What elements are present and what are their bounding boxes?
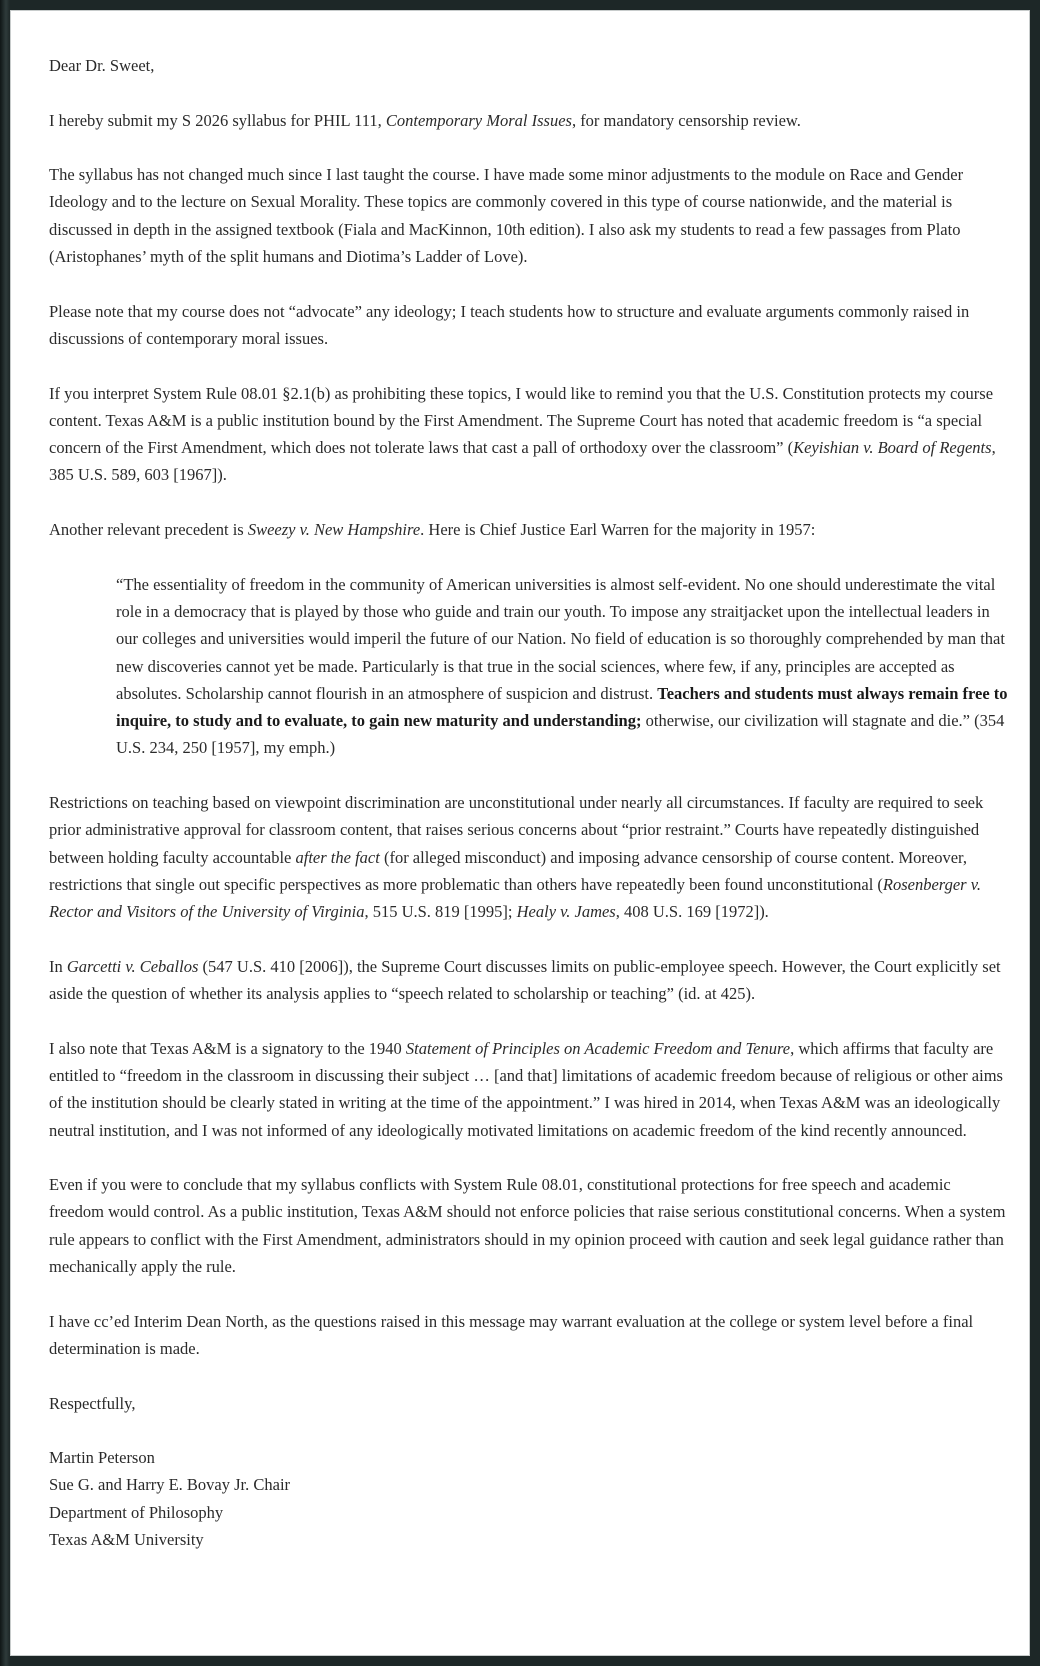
paragraph-conclusion: Even if you were to conclude that my syllabus conflicts with System Rule 08.01, constitutional protections for free speech and academic freedom would control. As a public institution, Texas A&M should not enforce policies that raise serious constitutional concerns. When a system rule appears to conflict with the First Amendment, administrators should in my opinion proceed with caution and seek legal guidance rather than mechanically apply the rule. xyxy=(49,1175,1006,1277)
paragraph-garcetti xyxy=(49,953,1009,1008)
text: , which affirms that faculty are entitled to “freedom in the classroom in discussing their subject … [and that] limitations of academic freedom because of religious or other aims of the institution should be clearly stated in writing at the time of the appointment.” I was hired in 2014, when Texas A&M was an ideologically neutral institution, and I was not informed of any ideologically motivated limitations on academic freedom of the kind recently announced. xyxy=(49,1038,1003,1140)
case-citation: Healy v. James xyxy=(516,902,616,922)
text: (for alleged misconduct) and imposing advance censorship of course content. Moreover, restrictions that single out specific perspectives as more problematic than others have repeatedly been found unconstitutional ( xyxy=(49,847,968,894)
text: , 515 U.S. 819 [1995]; xyxy=(364,902,517,922)
signature-block xyxy=(49,1444,1009,1553)
block-quote xyxy=(116,571,1009,762)
salutation: Dear Dr. Sweet, xyxy=(49,56,155,75)
signature-institution: Texas A&M University xyxy=(49,1530,204,1550)
paragraph-cc: I have cc’ed Interim Dean North, as the questions raised in this message may warrant evaluation at the college or system level before a final determination is made. xyxy=(49,1311,974,1358)
paragraph-viewpoint-discrimination xyxy=(49,789,1009,925)
text: , 385 U.S. 589, 603 [1967]). xyxy=(49,438,996,485)
signature-department: Department of Philosophy xyxy=(49,1502,224,1522)
letter-page xyxy=(10,10,1030,1656)
course-title: Contemporary Moral Issues xyxy=(385,110,572,130)
paragraph-no-advocacy: Please note that my course does not “advocate” any ideology; I teach students how to structure and evaluate arguments commonly raised in discussions of contemporary moral issues. xyxy=(49,301,970,348)
case-citation: Keyishian v. Board of Regents xyxy=(793,438,992,458)
text: Another relevant precedent is xyxy=(49,520,248,540)
document-title: Statement of Principles on Academic Freedom and Tenure xyxy=(405,1038,791,1058)
closing: Respectfully, xyxy=(49,1393,136,1413)
signature-title: Sue G. and Harry E. Bovay Jr. Chair xyxy=(49,1475,291,1495)
text: . Here is Chief Justice Earl Warren for the majority in 1957: xyxy=(420,520,816,540)
paragraph-constitution xyxy=(49,380,1009,489)
letter-body xyxy=(49,52,1009,1553)
paragraph-submission xyxy=(49,107,1009,134)
text: If you interpret System Rule 08.01 §2.1(b) as prohibiting these topics, I would like to remind you that the U.S. Constitution protects my course content. Texas A&M is a public institution bound by the First Amendment. The Supreme Court has noted that academic freedom is “a special concern of the First Amendment, which does not tolerate laws that cast a pall of orthodoxy over the classroom” ( xyxy=(49,383,994,458)
quote-emphasis: Teachers and students must always remain free to inquire, to study and to evaluate, to gain new maturity and understanding; xyxy=(116,683,1008,731)
text: I hereby submit my S 2026 syllabus for PHIL 111, xyxy=(49,110,386,130)
paragraph-aaup-statement xyxy=(49,1035,1009,1144)
text: , for mandatory censorship review. xyxy=(571,110,801,130)
paragraph-sweezy-intro xyxy=(49,516,1009,543)
italic-phrase: after the fact xyxy=(295,847,380,867)
paragraph-syllabus-changes: The syllabus has not changed much since I last taught the course. I have made some minor adjustments to the module on Race and Gender Ideology and to the lecture on Sexual Morality. These topics are commonly covered in this type of course nationwide, and the material is discussed in depth in the assigned textbook (Fiala and MacKinnon, 10th edition). I also ask my students to read a few passages from Plato (Aristophanes’ myth of the split humans and Diotima’s Ladder of Love). xyxy=(49,165,964,267)
text: “The essentiality of freedom in the community of American universities is almost self-evident. No one should underestimate the vital role in a democracy that is played by those who guide and train our youth. To impose any straitjacket upon the intellectual leaders in our colleges and universities would imperil the future of our Nation. No field of education is so thoroughly comprehended by man that new discoveries cannot yet be made. Particularly is that true in the social sciences, where few, if any, principles are accepted as absolutes. Scholarship cannot flourish in an atmosphere of suspicion and distrust. xyxy=(116,574,1005,703)
text: (547 U.S. 410 [2006]), the Supreme Court discusses limits on public-employee speech. However, the Court explicitly set aside the question of whether its analysis applies to “speech related to scholarship or teaching” (id. at 425). xyxy=(49,956,1001,1004)
case-citation: Sweezy v. New Hampshire xyxy=(247,520,421,540)
case-citation: Rosenberger v. Rector and Visitors of the University of Virginia xyxy=(49,874,981,922)
case-citation: Garcetti v. Ceballos xyxy=(66,956,199,976)
text: otherwise, our civilization will stagnate and die.” (354 U.S. 234, 250 [1957], my emph.) xyxy=(116,711,1005,758)
text: , 408 U.S. 169 [1972]). xyxy=(615,902,769,922)
text: Restrictions on teaching based on viewpoint discrimination are unconstitutional under nearly all circumstances. If faculty are required to seek prior administrative approval for classroom content, that raises serious concerns about “prior restraint.” Courts have repeatedly distinguished between holding faculty accountable xyxy=(49,793,984,867)
signature-name: Martin Peterson xyxy=(49,1448,155,1468)
text: In xyxy=(49,956,67,976)
text: I also note that Texas A&M is a signatory to the 1940 xyxy=(49,1038,406,1058)
